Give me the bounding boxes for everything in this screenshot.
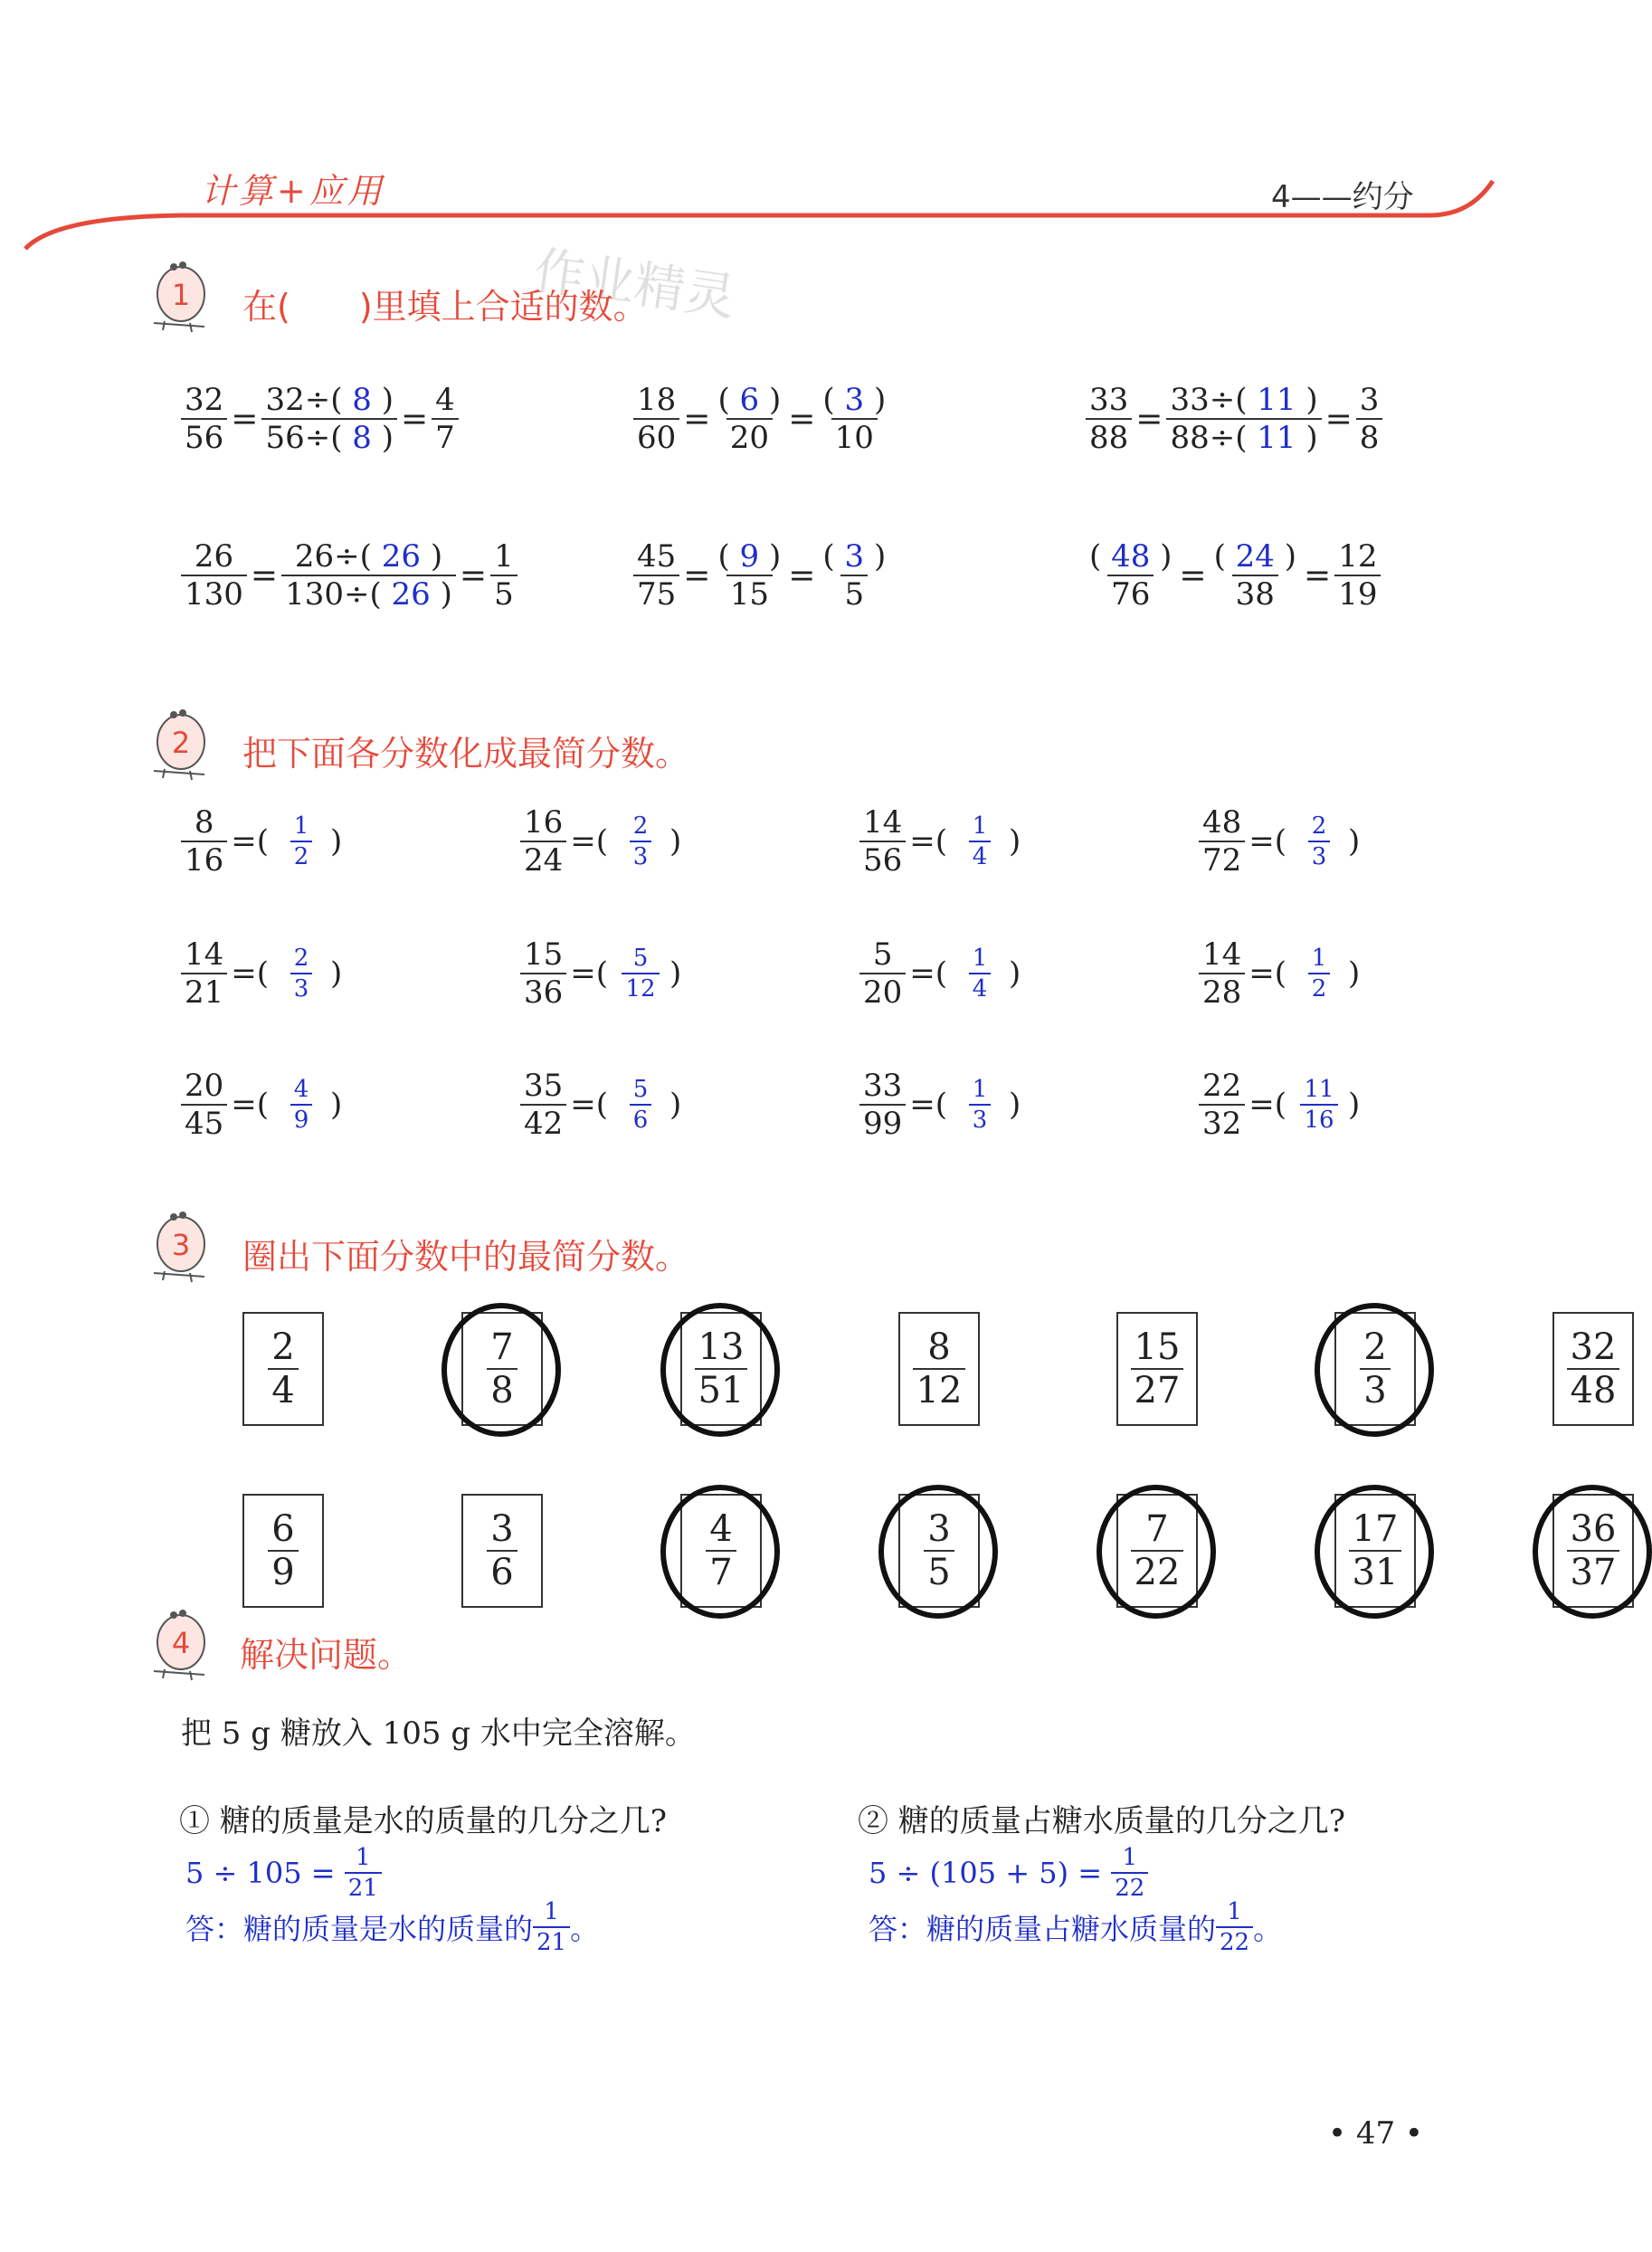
simplify-item: $\frac{16}{24}$ =( $\frac{2}{3}$ )	[520, 807, 681, 876]
q4-sub2-calc: 5 ÷ (105 + 5) = $\frac{1}{22}$	[869, 1846, 1148, 1900]
simplify-item: $\frac{14}{28}$ =( $\frac{1}{2}$ )	[1199, 939, 1360, 1008]
fraction-box: $\frac{2}{4}$	[242, 1312, 324, 1426]
fraction-box: $\frac{8}{12}$	[898, 1312, 980, 1426]
fraction-box: $\frac{4}{7}$	[680, 1494, 762, 1608]
question-3-title: 圈出下面分数中的最简分数。	[242, 1237, 690, 1277]
fraction-box: $\frac{3}{5}$	[898, 1494, 980, 1608]
q4-sub2-question: ② 糖的质量占糖水质量的几分之几?	[858, 1803, 1346, 1839]
fraction-box: $\frac{17}{31}$	[1334, 1494, 1416, 1608]
fraction-box: $\frac{32}{48}$	[1552, 1312, 1634, 1426]
simplify-item: $\frac{48}{72}$ =( $\frac{2}{3}$ )	[1199, 807, 1360, 876]
fraction-box: $\frac{36}{37}$	[1552, 1494, 1634, 1608]
circle-mark	[660, 1303, 780, 1437]
circle-mark	[660, 1485, 780, 1619]
simplify-item: $\frac{35}{42}$ =( $\frac{5}{6}$ )	[520, 1070, 681, 1139]
fraction-box: $\frac{7}{8}$	[461, 1312, 543, 1426]
watermark: 作业精灵	[529, 241, 739, 328]
q4-intro: 把 5 g 糖放入 105 g 水中完全溶解。	[181, 1715, 696, 1752]
circle-mark	[878, 1485, 998, 1619]
simplify-item: $\frac{22}{32}$ =( $\frac{11}{16}$ )	[1199, 1070, 1360, 1139]
fraction-box: $\frac{6}{9}$	[242, 1494, 324, 1608]
section-title: 计算+应用	[201, 171, 385, 211]
question-2-title: 把下面各分数化成最简分数。	[242, 734, 690, 774]
page-number: • 47 •	[1328, 2115, 1423, 2152]
bird-number-3-icon	[145, 1208, 212, 1282]
circle-mark	[1315, 1303, 1434, 1437]
simplify-item: $\frac{15}{36}$ =( $\frac{5}{12}$ )	[520, 939, 681, 1008]
simplify-item: $\frac{33}{99}$ =( $\frac{1}{3}$ )	[859, 1070, 1021, 1139]
bird-number-2-icon	[145, 706, 212, 780]
fraction-box: $\frac{3}{6}$	[461, 1494, 543, 1608]
fraction-box: $\frac{13}{51}$	[680, 1312, 762, 1426]
question-4-title: 解决问题。	[240, 1635, 413, 1675]
bird-number-4-icon	[145, 1606, 212, 1680]
q4-sub1-answer: 答：糖的质量是水的质量的 $\frac{1}{21}$ 。	[185, 1898, 600, 1956]
bird-number-1-icon	[145, 258, 212, 332]
simplify-item: $\frac{5}{20}$ =( $\frac{1}{4}$ )	[859, 939, 1021, 1008]
header-rule	[0, 163, 1602, 262]
q1-equation: $\frac{45}{75}$ = $\frac{( 9 )}{15}$ = $\frac{( 3 )}{5}$	[633, 541, 889, 610]
simplify-item: $\frac{14}{56}$ =( $\frac{1}{4}$ )	[859, 807, 1021, 876]
circle-mark	[1315, 1485, 1434, 1619]
q4-sub2-answer: 答：糖的质量占糖水质量的 $\frac{1}{22}$ 。	[869, 1898, 1283, 1956]
question-1-title: 在( )里填上合适的数。	[242, 287, 648, 327]
circle-mark	[441, 1303, 561, 1437]
svg-text:4: 4	[171, 1626, 191, 1660]
q1-equation: $\frac{33}{88}$ = $\frac{33\div( 11 )}{88\div( 11 )}$ = $\frac{3}{8}$	[1086, 385, 1382, 453]
q1-equation: $\frac{18}{60}$ = $\frac{( 6 )}{20}$ = $\frac{( 3 )}{10}$	[633, 385, 889, 453]
simplify-item: $\frac{8}{16}$ =( $\frac{1}{2}$ )	[181, 807, 342, 876]
q4-sub1-question: ① 糖的质量是水的质量的几分之几?	[179, 1803, 668, 1839]
chapter-title: 4——约分	[1271, 179, 1414, 215]
q1-equation: $\frac{26}{130}$ = $\frac{26\div( 26 )}{130\div( 26 )}$ = $\frac{1}{5}$	[181, 541, 517, 610]
fraction-box: $\frac{2}{3}$	[1334, 1312, 1416, 1426]
fraction-box: $\frac{7}{22}$	[1116, 1494, 1198, 1608]
circle-mark	[1097, 1485, 1216, 1619]
svg-text:1: 1	[171, 278, 191, 312]
simplify-item: $\frac{14}{21}$ =( $\frac{2}{3}$ )	[181, 939, 342, 1008]
q1-equation: $\frac{32}{56}$ = $\frac{32\div( 8 )}{56\div( 8 )}$ = $\frac{4}{7}$	[181, 385, 459, 453]
simplify-item: $\frac{20}{45}$ =( $\frac{4}{9}$ )	[181, 1070, 342, 1139]
circle-mark	[1533, 1485, 1652, 1619]
q4-sub1-calc: 5 ÷ 105 = $\frac{1}{21}$	[185, 1846, 382, 1900]
fraction-box: $\frac{15}{27}$	[1116, 1312, 1198, 1426]
svg-text:3: 3	[171, 1228, 191, 1262]
q1-equation: $\frac{( 48 )}{76}$ = $\frac{( 24 )}{38}$ = $\frac{12}{19}$	[1086, 541, 1381, 610]
svg-text:2: 2	[171, 726, 191, 760]
